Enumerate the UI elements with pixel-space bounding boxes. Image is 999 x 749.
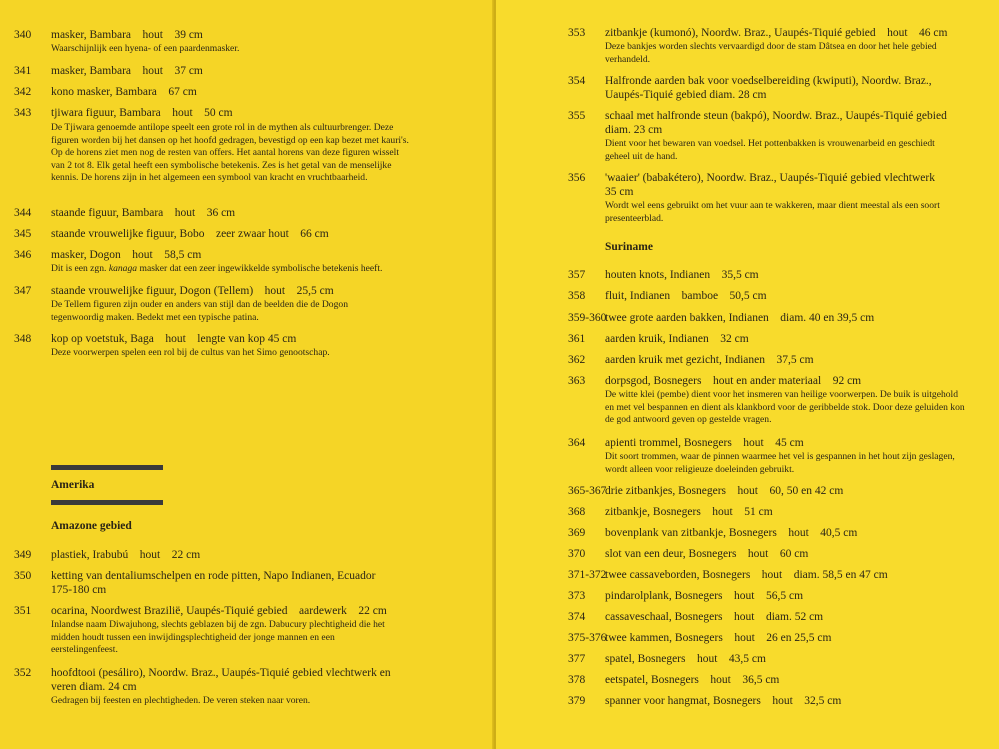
entry-title: staande vrouwelijke figuur, Bobo zeer zwaar hout 66 cm xyxy=(51,228,329,240)
entry-number: 346 xyxy=(14,249,32,261)
entry-description: De Tjiwara genoemde antilope speelt een grote rol in de mythen als cultuurbrenger. Deze figuren worden bij het dansen op het hoofd gedragen, bevestigd op een kap bezet met kauri's. Op de horens ziet men nog de resten van offers. Het aantal horens van deze figuren wisselt van 2 tot 8. Elk getal heeft een symbolische betekenis. Zes is het getal van de menselijke kennis. De horens zijn in het algemeen een symbool van kracht en vruchtbaarheid. xyxy=(51,122,409,183)
entry-number: 350 xyxy=(14,570,32,582)
entry-title: cassaveschaal, Bosnegers hout diam. 52 cm xyxy=(605,611,824,623)
entry-description: De Tellem figuren zijn ouder en anders van stijl dan de beelden die de Dogon tegenwoordig maken. Bedekt met een typische patina. xyxy=(51,299,348,323)
entry-number: 369 xyxy=(568,527,586,539)
entry-title: schaal met halfronde steun (bakpó), Noordw. Braz., Uaupés-Tiquié gebied diam. 23 cm xyxy=(605,110,947,136)
section-rule-bottom xyxy=(51,500,163,505)
entry-description: Dient voor het bewaren van voedsel. Het pottenbakken is vrouwenarbeid en geschiedt geheel uit de hand. xyxy=(605,138,935,162)
entry-description: Gedragen bij feesten en plechtigheden. De veren steken naar voren. xyxy=(51,695,311,706)
entry-description: Dit is een zgn. kanaga masker dat een zeer ingewikkelde symbolische betekenis heeft. xyxy=(51,263,383,274)
section-heading: Suriname xyxy=(605,241,653,253)
entry-title: plastiek, Irabubú hout 22 cm xyxy=(51,549,201,561)
entry-number: 343 xyxy=(14,107,32,119)
entry-number: 368 xyxy=(568,506,586,518)
entry-title: fluit, Indianen bamboe 50,5 cm xyxy=(605,290,767,302)
entry-title: houten knots, Indianen 35,5 cm xyxy=(605,269,759,281)
entry-title: staande vrouwelijke figuur, Dogon (Tellem) hout 25,5 cm xyxy=(51,285,334,297)
entry-title: kop op voetstuk, Baga hout lengte van kop 45 cm xyxy=(51,333,297,345)
entry-description: Inlandse naam Diwajuhong, slechts geblazen bij de zgn. Dabucury plechtigheid die het midden houdt tussen een inwijdingsplechtigheid der jonge mannen en een eerstelingenfeest. xyxy=(51,619,385,655)
entry-number: 351 xyxy=(14,605,32,617)
entry-title: aarden kruik met gezicht, Indianen 37,5 cm xyxy=(605,354,814,366)
entry-description: Wordt wel eens gebruikt om het vuur aan te wakkeren, maar dient meestal als een soort presenteerblad. xyxy=(605,200,940,224)
entry-title: drie zitbankjes, Bosnegers hout 60, 50 en 42 cm xyxy=(605,485,844,497)
entry-number: 357 xyxy=(568,269,586,281)
entry-title: Halfronde aarden bak voor voedselbereiding (kwiputi), Noordw. Braz., Uaupés-Tiquié gebied diam. 28 cm xyxy=(605,75,932,101)
entry-description: Waarschijnlijk een hyena- of een paardenmasker. xyxy=(51,43,240,54)
entry-number: 364 xyxy=(568,437,586,449)
entry-number: 370 xyxy=(568,548,586,560)
entry-title: pindarolplank, Bosnegers hout 56,5 cm xyxy=(605,590,804,602)
entry-number: 356 xyxy=(568,172,586,184)
entry-title: tjiwara figuur, Bambara hout 50 cm xyxy=(51,107,233,119)
entry-number: 348 xyxy=(14,333,32,345)
entry-title: slot van een deur, Bosnegers hout 60 cm xyxy=(605,548,809,560)
subsection-heading: Amazone gebied xyxy=(51,520,132,532)
entry-title: masker, Bambara hout 37 cm xyxy=(51,65,203,77)
entry-number: 340 xyxy=(14,29,32,41)
entry-number: 362 xyxy=(568,354,586,366)
entry-title: spanner voor hangmat, Bosnegers hout 32,5 cm xyxy=(605,695,842,707)
entry-number: 371-372 xyxy=(568,569,607,581)
left-page xyxy=(0,0,495,749)
entry-title: ketting van dentaliumschelpen en rode pitten, Napo Indianen, Ecuador 175-180 cm xyxy=(51,570,376,596)
entry-number: 363 xyxy=(568,375,586,387)
entry-number: 373 xyxy=(568,590,586,602)
entry-description: Deze bankjes worden slechts vervaardigd door de stam Dâtsea en door het hele gebied verhandeld. xyxy=(605,41,937,65)
entry-title: hoofdtooi (pesáliro), Noordw. Braz., Uaupés-Tiquié gebied vlechtwerk en veren diam. 24 cm xyxy=(51,667,391,693)
section-heading: Amerika xyxy=(51,479,95,491)
entry-title: zitbankje, Bosnegers hout 51 cm xyxy=(605,506,773,518)
entry-number: 342 xyxy=(14,86,32,98)
entry-number: 341 xyxy=(14,65,32,77)
entry-number: 377 xyxy=(568,653,586,665)
entry-description: Deze voorwerpen spelen een rol bij de cultus van het Simo genootschap. xyxy=(51,347,330,358)
entry-title: twee kammen, Bosnegers hout 26 en 25,5 cm xyxy=(605,632,832,644)
entry-title: twee grote aarden bakken, Indianen diam. 40 en 39,5 cm xyxy=(605,312,875,324)
entry-number: 352 xyxy=(14,667,32,679)
entry-number: 349 xyxy=(14,549,32,561)
entry-title: aarden kruik, Indianen 32 cm xyxy=(605,333,749,345)
entry-number: 375-376 xyxy=(568,632,607,644)
entry-number: 378 xyxy=(568,674,586,686)
entry-number: 374 xyxy=(568,611,586,623)
entry-title: staande figuur, Bambara hout 36 cm xyxy=(51,207,236,219)
entry-title: eetspatel, Bosnegers hout 36,5 cm xyxy=(605,674,780,686)
entry-title: ocarina, Noordwest Brazilië, Uaupés-Tiquié gebied aardewerk 22 cm xyxy=(51,605,387,617)
entry-number: 365-367 xyxy=(568,485,607,497)
entry-number: 354 xyxy=(568,75,586,87)
entry-title: 'waaier' (babakétero), Noordw. Braz., Uaupés-Tiquié gebied vlechtwerk 35 cm xyxy=(605,172,935,198)
entry-title: twee cassaveborden, Bosnegers hout diam. 58,5 en 47 cm xyxy=(605,569,888,581)
right-page xyxy=(496,0,999,749)
entry-number: 345 xyxy=(14,228,32,240)
entry-number: 361 xyxy=(568,333,586,345)
entry-title: spatel, Bosnegers hout 43,5 cm xyxy=(605,653,766,665)
entry-number: 359-360 xyxy=(568,312,607,324)
entry-description: Dit soort trommen, waar de pinnen waarmee het vel is gespannen in het hout zijn geslagen, wordt alleen voor religieuze doeleinden gebruikt. xyxy=(605,451,955,475)
entry-title: kono masker, Bambara 67 cm xyxy=(51,86,197,98)
entry-number: 344 xyxy=(14,207,32,219)
entry-title: masker, Dogon hout 58,5 cm xyxy=(51,249,202,261)
entry-number: 355 xyxy=(568,110,586,122)
entry-title: masker, Bambara hout 39 cm xyxy=(51,29,203,41)
entry-number: 379 xyxy=(568,695,586,707)
entry-title: bovenplank van zitbankje, Bosnegers hout 40,5 cm xyxy=(605,527,858,539)
section-rule-top xyxy=(51,465,163,470)
entry-description: De witte klei (pembe) dient voor het insmeren van heilige voorwerpen. De buik is uitgehold en met vel bespannen en dient als klankbord voor de geribbelde stok. Door deze geluiden kon de god antwoord geven op gestelde vragen. xyxy=(605,389,965,425)
entry-number: 353 xyxy=(568,27,586,39)
entry-number: 347 xyxy=(14,285,32,297)
entry-title: zitbankje (kumonó), Noordw. Braz., Uaupés-Tiquié gebied hout 46 cm xyxy=(605,27,948,39)
entry-title: apienti trommel, Bosnegers hout 45 cm xyxy=(605,437,804,449)
entry-title: dorpsgod, Bosnegers hout en ander materiaal 92 cm xyxy=(605,375,862,387)
entry-number: 358 xyxy=(568,290,586,302)
